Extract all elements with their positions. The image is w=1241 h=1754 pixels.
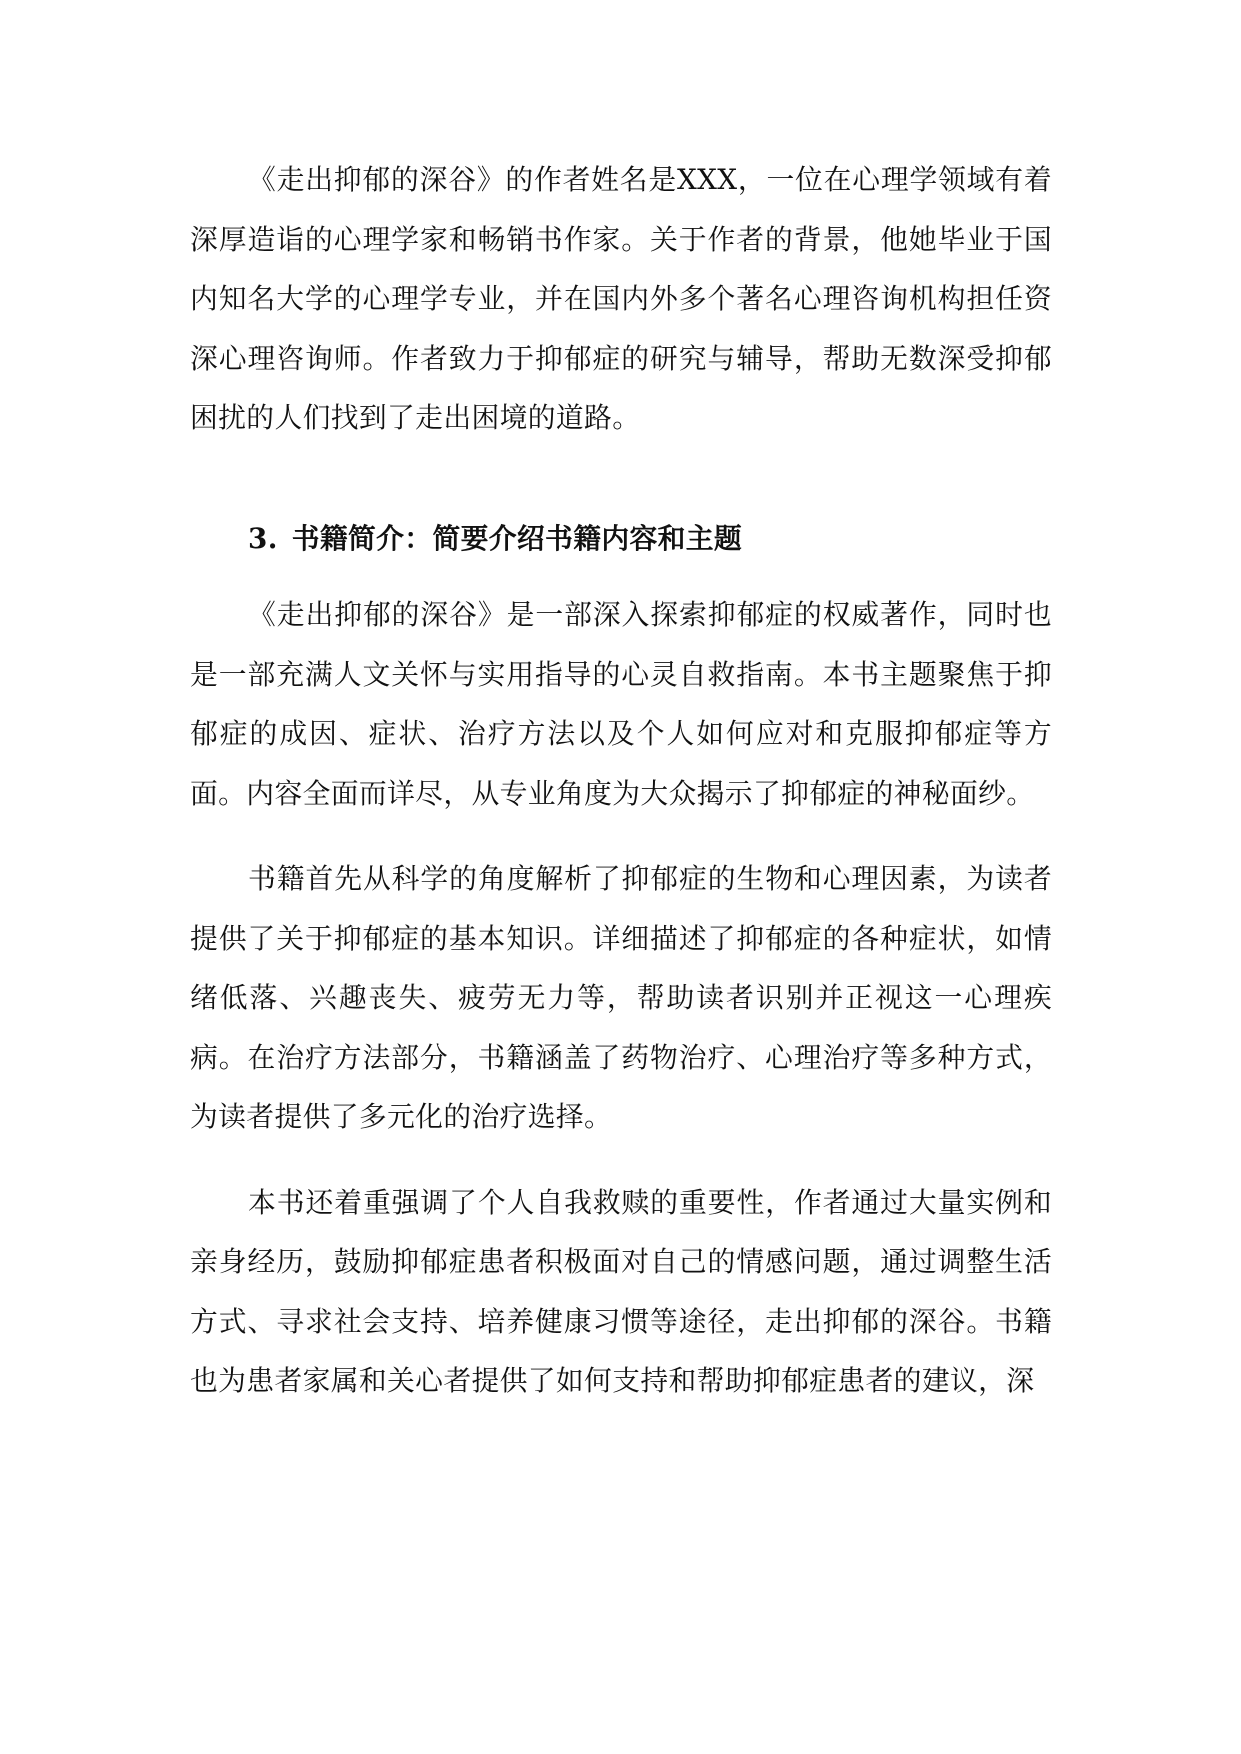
body-paragraph: 《走出抑郁的深谷》是一部深入探索抑郁症的权威著作，同时也是一部充满人文关怀与实用指导的心灵自救指南。本书主题聚焦于抑郁症的成因、症状、治疗方法以及个人如何应对和克服抑郁症等方面。内容全面而详尽，从专业角度为大众揭示了抑郁症的神秘面纱。 bbox=[190, 598, 1052, 810]
section-title: 书籍简介：简要介绍书籍内容和主题 bbox=[291, 521, 743, 555]
document-page bbox=[190, 150, 1052, 1411]
section-number: 3. bbox=[248, 521, 278, 555]
body-paragraph: 本书还着重强调了个人自我救赎的重要性，作者通过大量实例和亲身经历，鼓励抑郁症患者积极面对自己的情感问题，通过调整生活方式、寻求社会支持、培养健康习惯等途径，走出抑郁的深谷。书籍也为患者家属和关心者提供了如何支持和帮助抑郁症患者的建议，深 bbox=[190, 1185, 1052, 1397]
body-paragraph: 书籍首先从科学的角度解析了抑郁症的生物和心理因素，为读者提供了关于抑郁症的基本知识。详细描述了抑郁症的各种症状，如情绪低落、兴趣丧失、疲劳无力等，帮助读者识别并正视这一心理疾病。在治疗方法部分，书籍涵盖了药物治疗、心理治疗等多种方式，为读者提供了多元化的治疗选择。 bbox=[190, 862, 1052, 1133]
section-heading bbox=[190, 509, 1052, 569]
author-intro-paragraph: 《走出抑郁的深谷》的作者姓名是XXX，一位在心理学领域有着深厚造诣的心理学家和畅销书作家。关于作者的背景，他她毕业于国内知名大学的心理学专业，并在国内外多个著名心理咨询机构担任资深心理咨询师。作者致力于抑郁症的研究与辅导，帮助无数深受抑郁困扰的人们找到了走出困境的道路。 bbox=[190, 163, 1052, 434]
